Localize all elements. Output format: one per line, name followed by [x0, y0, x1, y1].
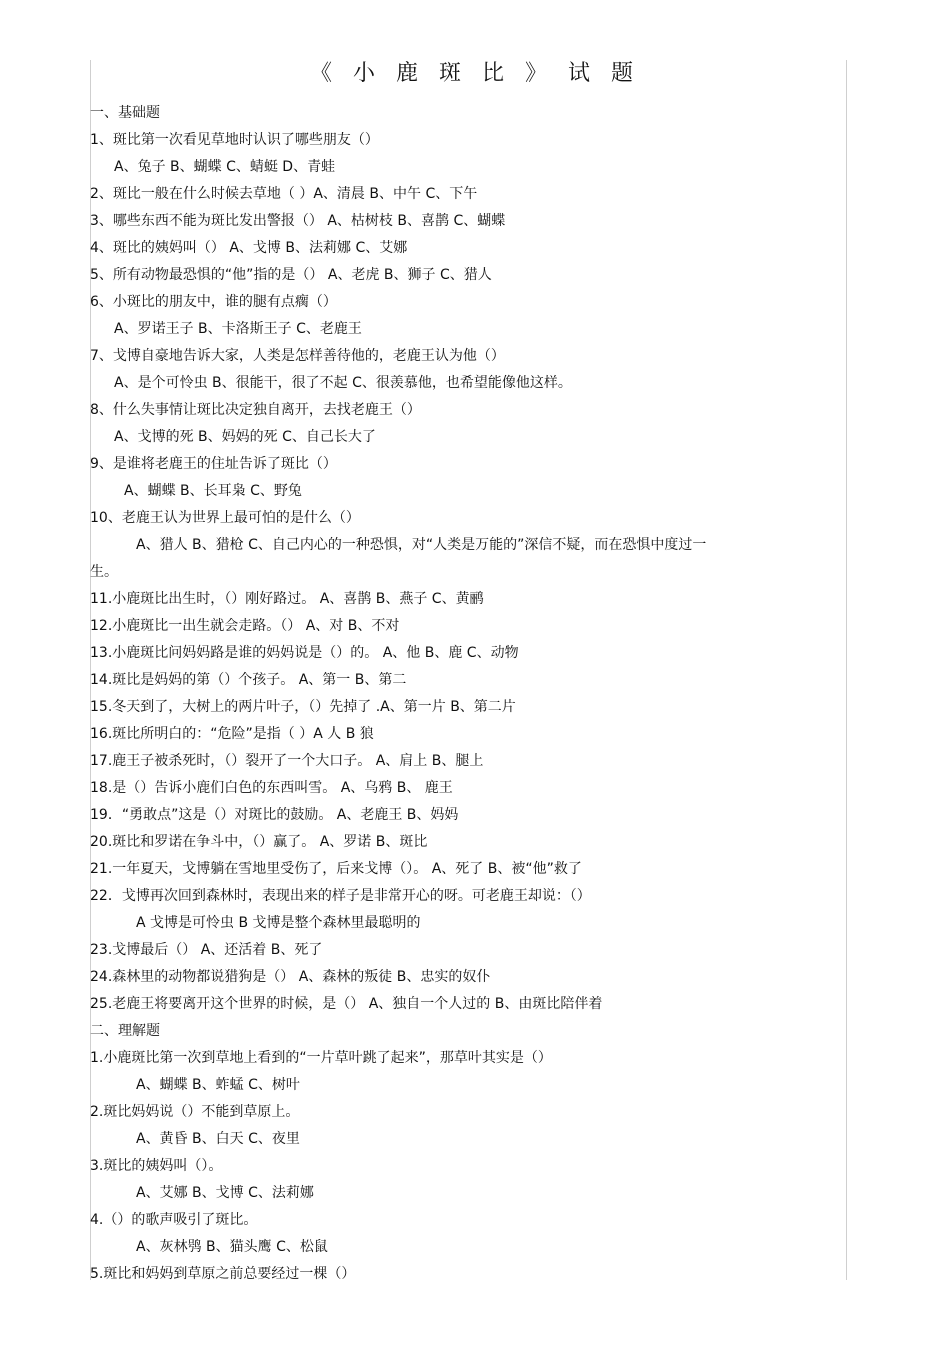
question-line: 5.斑比和妈妈到草原之前总要经过一棵（） [90, 1266, 356, 1282]
section-heading: 二、理解题 [90, 1023, 160, 1039]
question-line: A、蝴蝶 B、蚱蜢 C、树叶 [136, 1077, 300, 1093]
question-line: 3.斑比的姨妈叫（）。 [90, 1158, 223, 1174]
question-line: A、蝴蝶 B、长耳枭 C、野兔 [124, 483, 302, 499]
question-line: 1、斑比第一次看见草地时认识了哪些朋友（） [90, 132, 379, 148]
question-line: 14.斑比是妈妈的第（）个孩子。 A、第一 B、第二 [90, 672, 407, 688]
question-line: 10、老鹿王认为世界上最可怕的是什么（） [90, 510, 360, 526]
question-line: 13.小鹿斑比问妈妈路是谁的妈妈说是（）的。 A、他 B、鹿 C、动物 [90, 645, 519, 661]
document-title: 《 小 鹿 斑 比 》 试 题 [310, 61, 640, 86]
question-line: A、兔子 B、蝴蝶 C、蜻蜓 D、青蛙 [114, 159, 336, 175]
question-line: A、灰林鸮 B、猫头鹰 C、松鼠 [136, 1239, 328, 1255]
question-line: 4、斑比的姨妈叫（） A、戈博 B、法莉娜 C、艾娜 [90, 240, 408, 256]
question-line: A、艾娜 B、戈博 C、法莉娜 [136, 1185, 314, 1201]
question-line: 19．“勇敢点”这是（）对斑比的鼓励。 A、老鹿王 B、妈妈 [90, 807, 459, 823]
question-line: 12.小鹿斑比一出生就会走路。（） A、对 B、不对 [90, 618, 400, 634]
question-list [90, 100, 790, 1288]
question-line: 5、所有动物最恐惧的“他”指的是（） A、老虎 B、狮子 C、猎人 [90, 267, 492, 283]
question-line: 15.冬天到了，大树上的两片叶子，（）先掉了 .A、第一片 B、第二片 [90, 699, 516, 715]
question-line: 22．戈博再次回到森林时，表现出来的样子是非常开心的呀。可老鹿王却说：（） [90, 888, 591, 904]
question-line: 16.斑比所明白的：“危险”是指（ ）A 人 B 狼 [90, 726, 374, 742]
right-margin-line [846, 60, 847, 1280]
question-line: A、黄昏 B、白天 C、夜里 [136, 1131, 300, 1147]
question-line: 3、哪些东西不能为斑比发出警报（） A、枯树枝 B、喜鹊 C、蝴蝶 [90, 213, 506, 229]
question-line: 17.鹿王子被杀死时，（）裂开了一个大口子。 A、肩上 B、腿上 [90, 753, 484, 769]
question-line: A、是个可怜虫 B、很能干，很了不起 C、很羡慕他，也希望能像他这样。 [114, 375, 572, 391]
question-line: 25.老鹿王将要离开这个世界的时候，是（） A、独自一个人过的 B、由斑比陪伴着 [90, 996, 603, 1012]
question-line: A、猎人 B、猎枪 C、自己内心的一种恐惧，对“人类是万能的”深信不疑，而在恐惧中度过一 [136, 537, 707, 553]
question-line: 1.小鹿斑比第一次到草地上看到的“一片草叶跳了起来”，那草叶其实是（） [90, 1050, 552, 1066]
question-line: A 戈博是可怜虫 B 戈博是整个森林里最聪明的 [136, 915, 421, 931]
question-line: 7、戈博自豪地告诉大家，人类是怎样善待他的，老鹿王认为他（） [90, 348, 505, 364]
question-line: 6、小斑比的朋友中，谁的腿有点瘸（） [90, 294, 337, 310]
question-line: 24.森林里的动物都说猎狗是（） A、森林的叛徒 B、忠实的奴仆 [90, 969, 491, 985]
question-line: A、罗诺王子 B、卡洛斯王子 C、老鹿王 [114, 321, 362, 337]
question-line: A、戈博的死 B、妈妈的死 C、自己长大了 [114, 429, 376, 445]
question-line: 生。 [90, 564, 118, 580]
question-line: 8、什么失事情让斑比决定独自离开，去找老鹿王（） [90, 402, 421, 418]
question-line: 18.是（）告诉小鹿们白色的东西叫雪。 A、乌鸦 B、 鹿王 [90, 780, 453, 796]
question-line: 2、斑比一般在什么时候去草地（ ）A、清晨 B、中午 C、下午 [90, 186, 478, 202]
question-line: 9、是谁将老鹿王的住址告诉了斑比（） [90, 456, 337, 472]
question-line: 11.小鹿斑比出生时，（）刚好路过。 A、喜鹊 B、燕子 C、黄鹂 [90, 591, 484, 607]
question-line: 21.一年夏天，戈博躺在雪地里受伤了，后来戈博（）。 A、死了 B、被“他”救了 [90, 861, 582, 877]
question-line: 2.斑比妈妈说（）不能到草原上。 [90, 1104, 300, 1120]
question-line: 23.戈博最后（） A、还活着 B、死了 [90, 942, 323, 958]
question-line: 20.斑比和罗诺在争斗中，（）赢了。 A、罗诺 B、斑比 [90, 834, 428, 850]
question-line: 4.（）的歌声吸引了斑比。 [90, 1212, 258, 1228]
section-heading: 一、基础题 [90, 105, 160, 121]
